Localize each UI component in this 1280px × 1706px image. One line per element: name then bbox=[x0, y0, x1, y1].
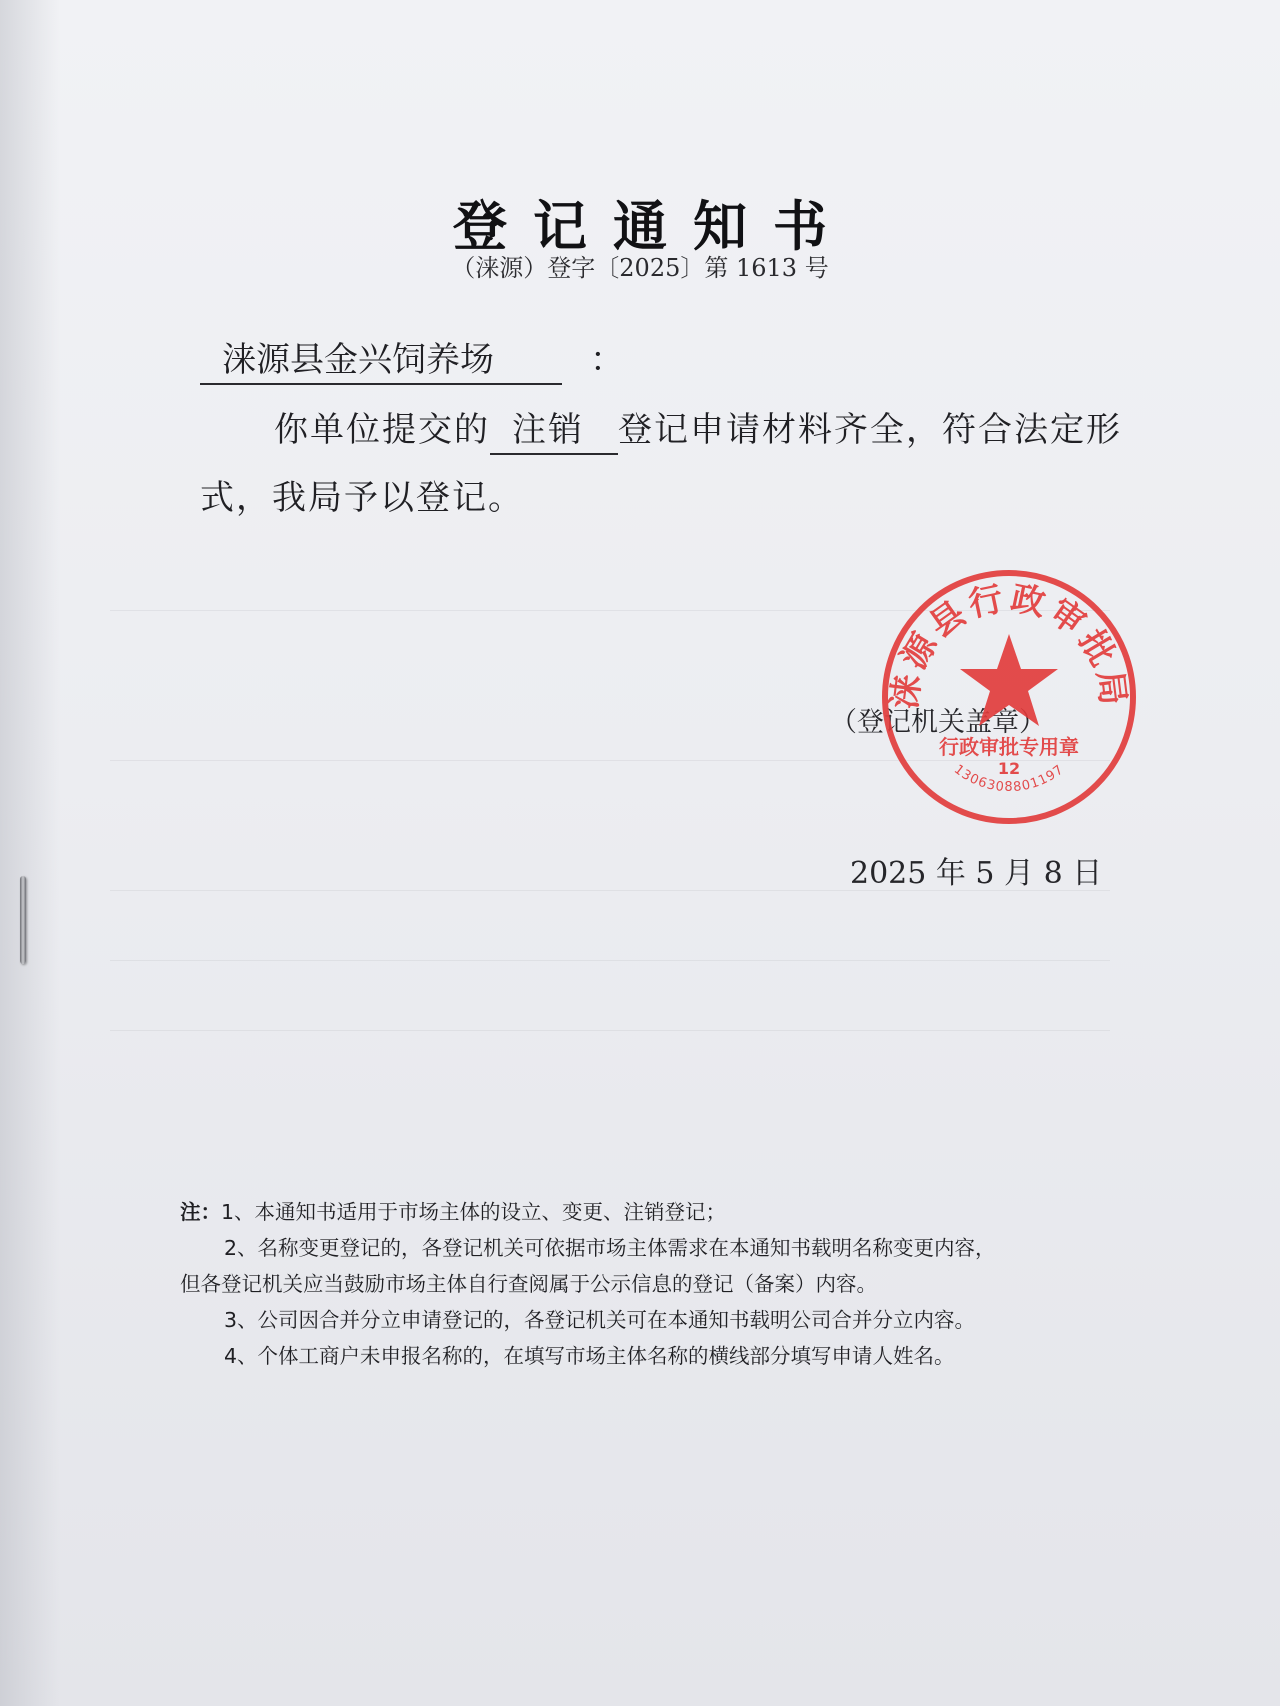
notes-lead: 注： bbox=[180, 1200, 221, 1224]
seal-number: 12 bbox=[997, 759, 1021, 778]
star-icon bbox=[960, 634, 1058, 726]
document-number: （涞源）登字〔2025〕第 1613 号 bbox=[451, 254, 829, 282]
bleed-through-line bbox=[110, 960, 1110, 961]
seal-outer-text: 涞源县行政审批局 bbox=[884, 578, 1134, 712]
body-suffix: 登记申请材料齐全，符合法定形 bbox=[618, 410, 1122, 450]
recipient-name: 涞源县金兴饲养场 bbox=[200, 332, 562, 385]
note-item-2b: 但各登记机关应当鼓励市场主体自行查阅属于公示信息的登记（备案）内容。 bbox=[180, 1272, 877, 1296]
body-prefix: 你单位提交的 bbox=[274, 410, 490, 450]
seal-code: 1306308801197 bbox=[950, 762, 1068, 796]
issue-date: 2025 年 5 月 8 日 bbox=[850, 856, 1103, 891]
body-line-1 bbox=[274, 402, 1122, 455]
note-item-4: 4、个体工商户未申报名称的，在填写市场主体名称的横线部分填写申请人姓名。 bbox=[224, 1344, 955, 1368]
recipient-colon: ： bbox=[590, 340, 624, 380]
note-item-2a: 2、名称变更登记的，各登记机关可依据市场主体需求在本通知书载明名称变更内容， bbox=[224, 1236, 996, 1260]
seal-center-text: 行政审批专用章 bbox=[939, 735, 1079, 759]
bleed-through-line bbox=[110, 1030, 1110, 1031]
registration-type: 注销 bbox=[490, 402, 618, 455]
staple bbox=[20, 876, 26, 964]
recipient-line bbox=[200, 332, 624, 385]
seal-label: （登记机关盖章） bbox=[830, 707, 1046, 738]
note-item-3: 3、公司因合并分立申请登记的，各登记机关可在本通知书载明公司合并分立内容。 bbox=[224, 1308, 976, 1332]
body-line-2: 式，我局予以登记。 bbox=[200, 478, 524, 518]
note-item-1: 注：1、本通知书适用于市场主体的设立、变更、注销登记； bbox=[180, 1200, 727, 1224]
official-seal bbox=[878, 566, 1140, 828]
page-title: 登记通知书 bbox=[453, 195, 853, 259]
notes-section bbox=[180, 1194, 1160, 1374]
